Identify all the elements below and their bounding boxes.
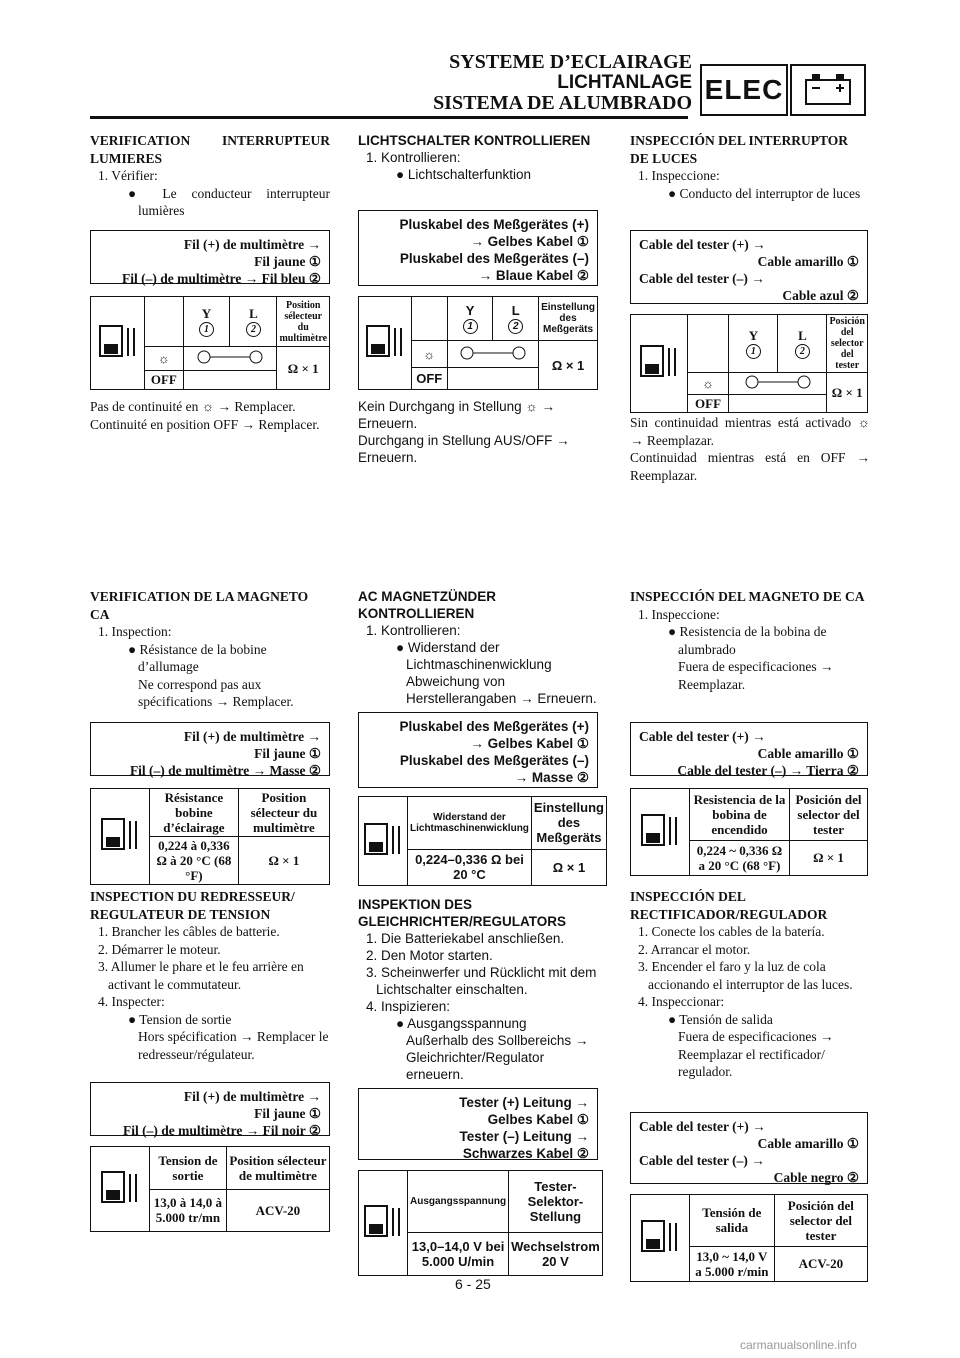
de-s3-lead-box (358, 1088, 598, 1160)
fr-s3-title: INSPECTION DU REDRESSEUR/ REGULATEUR DE TENSION (90, 889, 295, 922)
lead-line: → Masse ② (514, 770, 589, 785)
multimeter-icon (91, 297, 145, 390)
fr-s1-title: VERIFICATION INTERRUPTEUR LUMIERES (90, 133, 330, 166)
resistance-value: 0,224–0,336 Ω bei 20 °C (408, 849, 532, 885)
ohm-setting: Ω × 1 (539, 341, 598, 390)
lead-line: Fil (–) de multimètre → Masse ② (129, 763, 321, 778)
de-s2-step: 1. Kontrollieren: (366, 623, 461, 638)
fr-section-2 (90, 588, 330, 711)
col-resistance: Resistencia de la bobina de encendido (690, 789, 790, 841)
page-number: 6 - 25 (455, 1276, 491, 1292)
col-resistance: Résistance bobine d’éclairage (150, 789, 239, 837)
lead-line: Pluskabel des Meßgerätes (–) (399, 753, 589, 768)
de-s3-title: INSPEKTION DES GLEICHRICHTER/REGULATORS (358, 897, 567, 929)
voltage-value: 13,0 ~ 14,0 V a 5.000 r/min (690, 1246, 775, 1281)
fr-s3-step: 1. Brancher les câbles de batterie. (98, 924, 280, 939)
de-s1-text2: Durchgang in Stellung AUS/OFF → Erneuern. (358, 433, 570, 465)
es-s1-table (630, 314, 868, 413)
de-s1-text1: Kein Durchgang in Stellung ☼ → Erneuern. (358, 399, 555, 431)
de-section-2 (358, 588, 598, 707)
lead-line: Cable del tester (–) → (639, 271, 765, 286)
fr-section-3 (90, 888, 330, 1063)
es-s1-lead-box (630, 230, 868, 304)
lead-line: Cable del tester (+) → (639, 1119, 766, 1134)
light-icon: ☼ (687, 373, 729, 395)
continuity-symbol (447, 341, 538, 368)
de-s2-cont: Abweichung von Herstellerangaben → Erneuern. (406, 674, 597, 706)
fr-s1-bullet: Le conducteur interrupteur lumières (138, 185, 330, 218)
header-rule (90, 116, 688, 119)
es-s2-table (630, 788, 868, 876)
voltage-value: 13,0 à 14,0 à 5.000 tr/mn (150, 1189, 227, 1232)
bullet-icon: ● (396, 167, 408, 182)
fr-s1-table (90, 296, 330, 390)
bullet-icon: ● (668, 624, 680, 639)
multimeter-icon (631, 1195, 690, 1282)
fr-s1-result (90, 398, 330, 433)
col-l: L (511, 302, 520, 318)
de-section-3 (358, 896, 598, 1083)
lead-line: → Gelbes Kabel ① (470, 736, 589, 751)
col-position: Posición del selector del tester (827, 315, 868, 373)
voltage-setting: ACV-20 (226, 1189, 329, 1232)
fr-s3-lead-box (90, 1082, 330, 1136)
es-section-1 (630, 132, 870, 202)
de-s3-cont: Außerhalb des Sollbereichs → Gleichrichter/Regulator erneuern. (406, 1033, 589, 1082)
lead-line: Cable amarillo ① (757, 1136, 859, 1151)
lead-line: → Gelbes Kabel ① (470, 234, 589, 249)
es-s2-lead-box (630, 722, 868, 776)
col-y: Y (465, 302, 475, 318)
ohm-setting: Ω × 1 (531, 849, 606, 885)
col-position: Position sélecteur du multimètre (238, 789, 329, 837)
light-icon: ☼ (411, 341, 447, 368)
bullet-icon: ● (128, 1011, 140, 1027)
de-s3-step: 3. Scheinwerfer und Rücklicht mit dem Lichtschalter einschalten. (366, 965, 597, 997)
multimeter-icon (91, 789, 150, 885)
de-s1-table (358, 296, 598, 390)
bullet-icon: ● (668, 1011, 680, 1027)
de-s3-bullet: Ausgangsspannung (407, 1016, 527, 1031)
ohm-setting: Ω × 1 (790, 840, 868, 875)
fr-s2-lead-box (90, 722, 330, 776)
es-s2-title: INSPECCIÓN DEL MAGNETO DE CA (630, 589, 865, 604)
es-s3-step: 4. Inspeccionar: (638, 994, 725, 1009)
fr-s1-step: 1. Vérifier: (98, 168, 158, 183)
de-s2-lead-box (358, 712, 598, 788)
multimeter-icon (359, 1171, 408, 1276)
fr-s1-text1: Pas de continuité en ☼ → Remplacer. (90, 399, 296, 414)
lead-line: Fil (–) de multimètre → Fil bleu ② (122, 271, 321, 286)
es-s2-step: 1. Inspeccione: (638, 606, 720, 622)
voltage-value: 13,0–14,0 V bei 5.000 U/min (408, 1233, 509, 1276)
fr-s3-step: 4. Inspecter: (98, 994, 165, 1009)
off-row-label: OFF (411, 367, 447, 389)
header-title-fr: SYSTEME D’ECLAIRAGE (449, 51, 692, 73)
fr-s2-title: VERIFICATION DE LA MAGNETO CA (90, 589, 309, 622)
col-l: L (249, 305, 258, 321)
lead-line: Fil jaune ① (254, 254, 321, 269)
es-s3-step: 2. Arrancar el motor. (638, 941, 751, 957)
col-y-num: 1 (746, 344, 761, 359)
es-s3-step: 3. Encender el faro y la luz de cola accionando el interruptor de las luces. (638, 959, 853, 992)
lead-line: Fil (+) de multimètre → (183, 237, 321, 252)
lead-line: Fil (+) de multimètre → (183, 1089, 321, 1104)
continuity-symbol (729, 373, 827, 395)
battery-icon (790, 64, 866, 116)
de-s2-table (358, 796, 607, 886)
es-s3-lead-box (630, 1112, 868, 1184)
ohm-setting: Ω × 1 (277, 347, 330, 390)
multimeter-icon (359, 797, 408, 886)
es-section-2 (630, 588, 870, 693)
fr-s1-text2: Continuité en position OFF → Remplacer. (90, 416, 320, 432)
lead-line: Fil jaune ① (254, 746, 321, 761)
de-s3-step: 2. Den Motor starten. (366, 948, 493, 963)
lead-line: Cable del tester (–) → Tierra ② (677, 763, 859, 778)
es-s1-text1: Sin continuidad mientras está activado ☼ → Reemplazar. (630, 415, 870, 448)
lead-line: Pluskabel des Meßgerätes (–) (399, 251, 589, 266)
bullet-icon: ● (396, 640, 408, 655)
lead-line: Fil (–) de multimètre → Fil noir ② (123, 1123, 321, 1138)
header-title-de: LICHTANLAGE (557, 72, 692, 93)
de-s2-bullet: Widerstand der Lichtmaschinenwicklung (406, 640, 552, 672)
lead-line: Cable amarillo ① (757, 746, 859, 761)
es-s3-table (630, 1194, 868, 1282)
col-position: Einstellung des Meßgeräts (539, 297, 598, 341)
multimeter-icon (631, 315, 688, 413)
continuity-symbol (183, 347, 277, 371)
resistance-value: 0,224 à 0,336 Ω à 20 °C (68 °F) (150, 837, 239, 885)
de-s1-bullet: Lichtschalterfunktion (407, 167, 531, 182)
col-output-voltage: Tension de sortie (150, 1147, 227, 1190)
es-s3-step: 1. Conecte los cables de la batería. (638, 924, 825, 939)
multimeter-icon (631, 789, 690, 876)
lead-line: Schwarzes Kabel ② (462, 1146, 589, 1161)
de-s1-step: 1. Kontrollieren: (366, 150, 461, 165)
lead-line: Pluskabel des Meßgerätes (+) (399, 719, 589, 734)
fr-s2-table (90, 788, 330, 885)
fr-s1-lead-box (90, 230, 330, 284)
lead-line: Pluskabel des Meßgerätes (+) (399, 217, 589, 232)
lead-line: Cable del tester (+) → (639, 729, 766, 744)
de-s2-title: AC MAGNETZÜNDER KONTROLLIEREN (358, 589, 496, 621)
de-s1-lead-box (358, 210, 598, 286)
lead-line: Cable negro ② (773, 1170, 859, 1185)
col-output-voltage: Tensión de salida (690, 1195, 775, 1247)
col-position: Tester-Selektor-Stellung (509, 1171, 603, 1233)
de-s3-step: 4. Inspizieren: (366, 999, 451, 1014)
es-s1-title: INSPECCIÓN DEL INTERRUPTOR DE LUCES (630, 133, 849, 166)
fr-s2-step: 1. Inspection: (98, 624, 172, 639)
col-resistance: Widerstand der Lichtmaschinenwicklung (408, 797, 532, 850)
light-icon: ☼ (145, 347, 183, 371)
voltage-setting: Wechselstrom 20 V (509, 1233, 603, 1276)
col-l-num: 2 (795, 344, 810, 359)
lead-line: Cable del tester (+) → (639, 237, 766, 252)
col-y: Y (748, 327, 759, 343)
bullet-icon: ● (128, 641, 140, 657)
lead-line: Cable amarillo ① (757, 254, 859, 269)
fr-s3-bullet: Tension de sortie (139, 1011, 232, 1027)
de-s1-title: LICHTSCHALTER KONTROLLIEREN (358, 133, 591, 148)
bullet-icon: ● (396, 1016, 408, 1031)
col-output-voltage: Ausgangsspannung (408, 1171, 509, 1233)
ohm-setting: Ω × 1 (238, 837, 329, 885)
es-s1-step: 1. Inspeccione: (638, 168, 720, 183)
es-s2-cont: Fuera de especificaciones → Reemplazar. (678, 659, 834, 692)
fr-s2-cont: Ne correspond pas aux spécifications → Remplacer. (138, 676, 294, 709)
col-y-num: 1 (199, 322, 214, 337)
voltage-setting: ACV-20 (774, 1246, 867, 1281)
multimeter-icon (91, 1147, 150, 1232)
off-row-label: OFF (687, 395, 729, 413)
bullet-icon: ● (128, 185, 163, 201)
lead-line: Gelbes Kabel ① (487, 1112, 589, 1127)
es-s1-bullet: Conducto del interruptor de luces (679, 185, 861, 201)
fr-s3-table (90, 1146, 330, 1232)
es-s3-bullet: Tensión de salida (679, 1011, 773, 1027)
lead-line: Tester (+) Leitung → (459, 1095, 589, 1110)
bullet-icon: ● (668, 185, 680, 201)
multimeter-icon (359, 297, 412, 390)
section-badge: ELEC (700, 64, 788, 116)
col-y-num: 1 (463, 319, 478, 334)
col-position: Posición del selector del tester (790, 789, 868, 841)
lead-line: Cable azul ② (782, 288, 859, 303)
lead-line: Fil jaune ① (254, 1106, 321, 1121)
col-y: Y (201, 305, 212, 321)
fr-section-1 (90, 132, 330, 220)
es-s1-result (630, 414, 870, 484)
col-position: Position sélecteur du multimètre (277, 297, 330, 347)
es-section-3 (630, 888, 870, 1081)
de-s1-result (358, 398, 598, 466)
fr-s3-cont: Hors spécification → Remplacer le redresseur/régulateur. (138, 1029, 329, 1062)
de-section-1 (358, 132, 598, 183)
lead-line: Fil (+) de multimètre → (183, 729, 321, 744)
lead-line: → Blaue Kabel ② (478, 268, 589, 283)
lead-line: Cable del tester (–) → (639, 1153, 765, 1168)
col-l-num: 2 (508, 319, 523, 334)
col-position: Posición del selector del tester (774, 1195, 867, 1247)
off-row-label: OFF (145, 370, 183, 389)
watermark: carmanualsonline.info (740, 1338, 857, 1352)
ohm-setting: Ω × 1 (827, 373, 868, 413)
col-position: Position sélecteur de multimètre (226, 1147, 329, 1190)
de-s3-step: 1. Die Batteriekabel anschließen. (366, 931, 565, 946)
resistance-value: 0,224 ~ 0,336 Ω a 20 °C (68 °F) (690, 840, 790, 875)
lead-line: Tester (–) Leitung → (459, 1129, 589, 1144)
col-position: Einstellung des Meßgeräts (531, 797, 606, 850)
header-title-es: SISTEMA DE ALUMBRADO (433, 92, 692, 114)
fr-s2-bullet: Résistance de la bobine d’allumage (138, 641, 267, 674)
fr-s3-step: 2. Démarrer le moteur. (98, 941, 221, 957)
col-l-num: 2 (246, 322, 261, 337)
de-s3-table (358, 1170, 603, 1276)
es-s3-cont: Fuera de especificaciones → Reemplazar el rectificador/ regulador. (678, 1029, 834, 1079)
es-s3-title: INSPECCIÓN DEL RECTIFICADOR/REGULADOR (630, 889, 828, 922)
fr-s3-step: 3. Allumer le phare et le feu arrière en activant le commutateur. (98, 959, 304, 992)
col-l: L (798, 327, 807, 343)
es-s2-bullet: Resistencia de la bobina de alumbrado (678, 624, 827, 657)
es-s1-text2: Continuidad mientras está en OFF → Reemplazar. (630, 450, 870, 483)
